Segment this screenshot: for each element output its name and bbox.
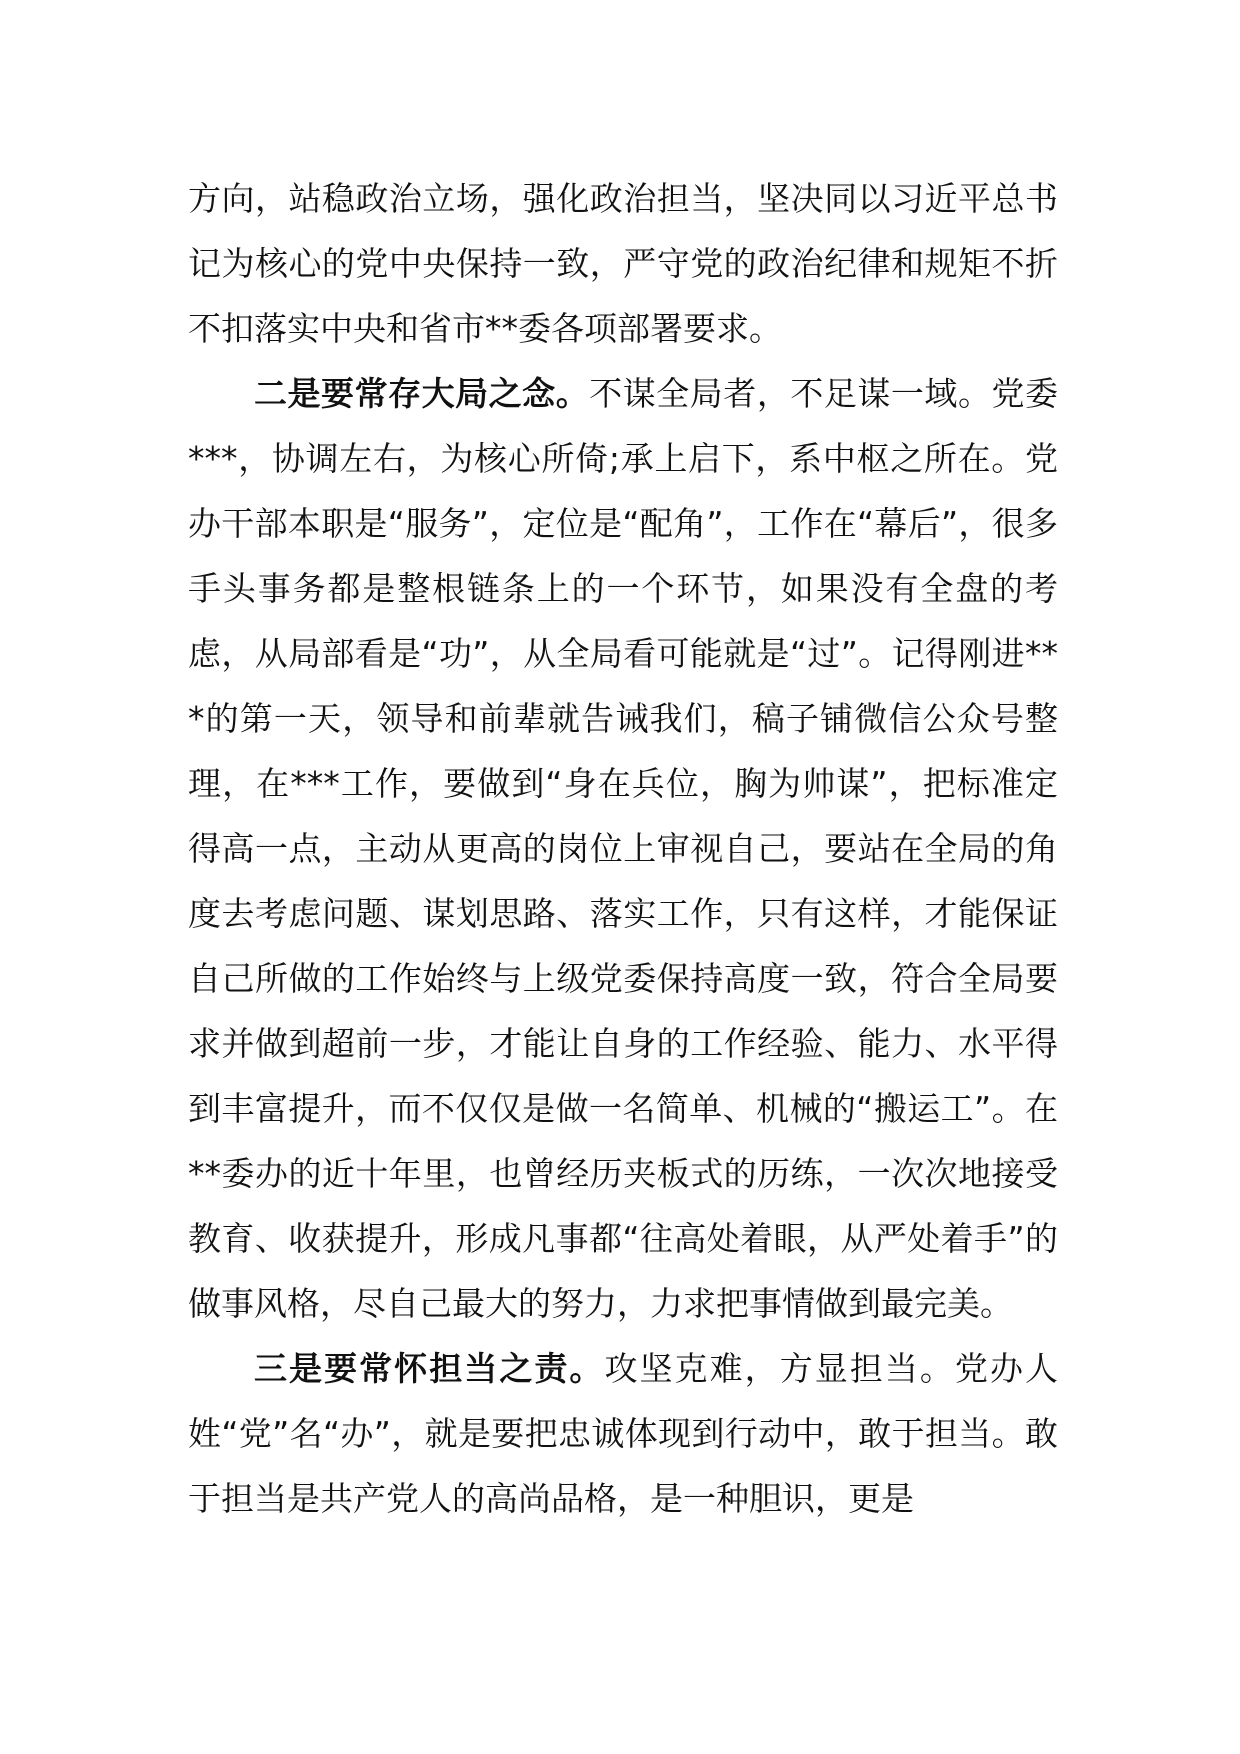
paragraph-text: 方向，站稳政治立场，强化政治担当，坚决同以习近平总书记为核心的党中央保持一致，严守党的政治纪律和规矩不折不扣落实中央和省市**委各项部署要求。 <box>188 179 1058 348</box>
paragraph-text: 不谋全局者，不足谋一域。党委***，协调左右，为核心所倚;承上启下，系中枢之所在。党办干部本职是“服务”，定位是“配角”，工作在“幕后”，很多手头事务都是整根链条上的一个环节，如果没有全盘的考虑，从局部看是“功”，从全局看可能就是“过”。记得刚进***的第一天，领导和前辈就告诫我们，稿子铺微信公众号整理，在***工作，要做到“身在兵位，胸为帅谋”，把标准定得高一点，主动从更高的岗位上审视自己，要站在全局的角度去考虑问题、谋划思路、落实工作，只有这样，才能保证自己所做的工作始终与上级党委保持高度一致，符合全局要求并做到超前一步，才能让自身的工作经验、能力、水平得到丰富提升，而不仅仅是做一名简单、机械的“搬运工”。在**委办的近十年里，也曾经历夹板式的历练，一次次地接受教育、收获提升，形成凡事都“往高处着眼，从严处着手”的做事风格，尽自己最大的努力，力求把事情做到最完美。 <box>188 374 1059 1323</box>
body-text <box>188 166 1058 1531</box>
paragraph-big-picture <box>188 361 1058 1336</box>
paragraph-lead-heading: 二是要常存大局之念。 <box>254 374 590 413</box>
paragraph-lead-heading: 三是要常怀担当之责。 <box>254 1349 605 1388</box>
paragraph-responsibility <box>188 1336 1058 1531</box>
paragraph-continued <box>188 166 1058 361</box>
paragraph-text: 攻坚克难，方显担当。党办人姓“党”名“办”，就是要把忠诚体现到行动中，敢于担当。敢于担当是共产党人的高尚品格，是一种胆识，更是 <box>188 1349 1059 1518</box>
